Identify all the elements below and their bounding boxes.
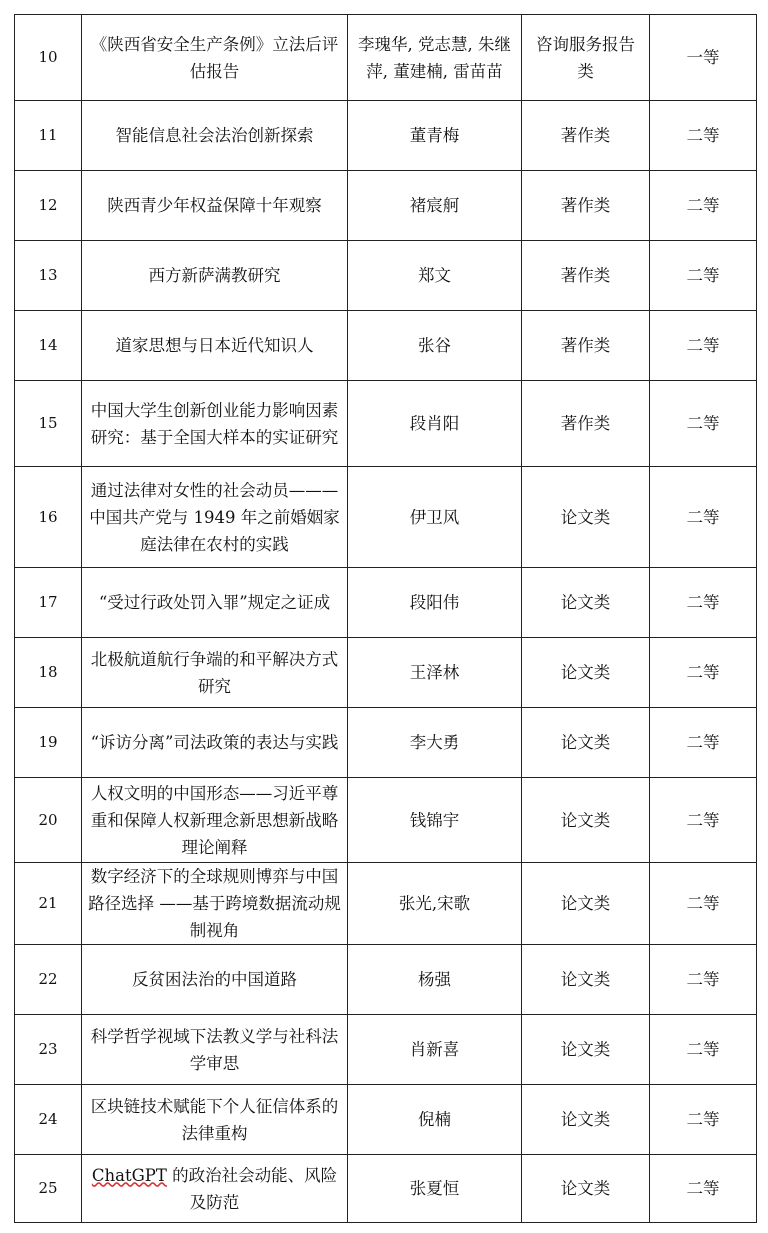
row-title: “受过行政处罚入罪”规定之证成 bbox=[82, 568, 348, 638]
row-number: 20 bbox=[15, 778, 82, 863]
row-number: 19 bbox=[15, 708, 82, 778]
row-number: 17 bbox=[15, 568, 82, 638]
row-category: 著作类 bbox=[522, 101, 650, 171]
row-title: 北极航道航行争端的和平解决方式研究 bbox=[82, 638, 348, 708]
title-rest: 的政治社会动能、风险及防范 bbox=[166, 1165, 338, 1212]
row-grade: 二等 bbox=[650, 311, 757, 381]
table-row bbox=[15, 101, 757, 171]
awards-table bbox=[14, 14, 757, 1223]
row-number: 22 bbox=[15, 945, 82, 1015]
table-row bbox=[15, 1015, 757, 1085]
row-grade: 二等 bbox=[650, 1015, 757, 1085]
row-number: 11 bbox=[15, 101, 82, 171]
table-row bbox=[15, 945, 757, 1015]
row-author: 董青梅 bbox=[348, 101, 522, 171]
row-number: 14 bbox=[15, 311, 82, 381]
row-grade: 二等 bbox=[650, 638, 757, 708]
row-category: 著作类 bbox=[522, 171, 650, 241]
row-title: “诉访分离”司法政策的表达与实践 bbox=[82, 708, 348, 778]
row-author: 倪楠 bbox=[348, 1085, 522, 1155]
row-grade: 二等 bbox=[650, 467, 757, 568]
row-author: 钱锦宇 bbox=[348, 778, 522, 863]
table-row bbox=[15, 241, 757, 311]
row-number: 12 bbox=[15, 171, 82, 241]
row-title: 通过法律对女性的社会动员———中国共产党与 1949 年之前婚姻家庭法律在农村的实践 bbox=[82, 467, 348, 568]
row-number: 25 bbox=[15, 1155, 82, 1223]
row-category: 论文类 bbox=[522, 863, 650, 945]
row-title: 区块链技术赋能下个人征信体系的法律重构 bbox=[82, 1085, 348, 1155]
row-author: 李大勇 bbox=[348, 708, 522, 778]
row-grade: 二等 bbox=[650, 241, 757, 311]
row-number: 23 bbox=[15, 1015, 82, 1085]
row-author: 段肖阳 bbox=[348, 381, 522, 467]
row-title: 反贫困法治的中国道路 bbox=[82, 945, 348, 1015]
row-author: 褚宸舸 bbox=[348, 171, 522, 241]
row-title: 科学哲学视域下法教义学与社科法学审思 bbox=[82, 1015, 348, 1085]
row-category: 著作类 bbox=[522, 241, 650, 311]
row-author: 张夏恒 bbox=[348, 1155, 522, 1223]
row-grade: 二等 bbox=[650, 381, 757, 467]
row-title: 数字经济下的全球规则博弈与中国路径选择 ——基于跨境数据流动规制视角 bbox=[82, 863, 348, 945]
row-title: 智能信息社会法治创新探索 bbox=[82, 101, 348, 171]
row-category: 论文类 bbox=[522, 1085, 650, 1155]
row-category: 著作类 bbox=[522, 311, 650, 381]
row-category: 论文类 bbox=[522, 467, 650, 568]
row-title: 陕西青少年权益保障十年观察 bbox=[82, 171, 348, 241]
row-category: 著作类 bbox=[522, 381, 650, 467]
row-category: 论文类 bbox=[522, 638, 650, 708]
row-author: 李瑰华, 党志慧, 朱继萍, 董建楠, 雷苗苗 bbox=[348, 15, 522, 101]
row-title: 人权文明的中国形态——习近平尊重和保障人权新理念新思想新战略理论阐释 bbox=[82, 778, 348, 863]
table-row bbox=[15, 708, 757, 778]
row-grade: 二等 bbox=[650, 778, 757, 863]
row-number: 21 bbox=[15, 863, 82, 945]
row-author: 张谷 bbox=[348, 311, 522, 381]
row-number: 18 bbox=[15, 638, 82, 708]
title-prefix: ChatGPT bbox=[91, 1165, 167, 1185]
row-grade: 二等 bbox=[650, 945, 757, 1015]
table-row bbox=[15, 311, 757, 381]
row-number: 10 bbox=[15, 15, 82, 101]
table-row bbox=[15, 467, 757, 568]
row-title: 中国大学生创新创业能力影响因素研究：基于全国大样本的实证研究 bbox=[82, 381, 348, 467]
row-category: 咨询服务报告类 bbox=[522, 15, 650, 101]
row-grade: 二等 bbox=[650, 1085, 757, 1155]
table-row bbox=[15, 638, 757, 708]
row-title: 《陕西省安全生产条例》立法后评估报告 bbox=[82, 15, 348, 101]
table-row bbox=[15, 863, 757, 945]
row-number: 16 bbox=[15, 467, 82, 568]
row-number: 15 bbox=[15, 381, 82, 467]
row-author: 郑文 bbox=[348, 241, 522, 311]
row-author: 肖新喜 bbox=[348, 1015, 522, 1085]
row-author: 段阳伟 bbox=[348, 568, 522, 638]
row-grade: 二等 bbox=[650, 171, 757, 241]
row-category: 论文类 bbox=[522, 708, 650, 778]
row-title: 道家思想与日本近代知识人 bbox=[82, 311, 348, 381]
row-grade: 二等 bbox=[650, 1155, 757, 1223]
row-author: 伊卫风 bbox=[348, 467, 522, 568]
row-grade: 二等 bbox=[650, 708, 757, 778]
table-row bbox=[15, 568, 757, 638]
row-title bbox=[82, 1155, 348, 1223]
row-title: 西方新萨满教研究 bbox=[82, 241, 348, 311]
table-row bbox=[15, 381, 757, 467]
row-grade: 一等 bbox=[650, 15, 757, 101]
row-grade: 二等 bbox=[650, 101, 757, 171]
table-row bbox=[15, 778, 757, 863]
row-category: 论文类 bbox=[522, 568, 650, 638]
table-row bbox=[15, 171, 757, 241]
row-category: 论文类 bbox=[522, 778, 650, 863]
row-number: 13 bbox=[15, 241, 82, 311]
row-grade: 二等 bbox=[650, 568, 757, 638]
table-row bbox=[15, 15, 757, 101]
row-author: 张光,宋歌 bbox=[348, 863, 522, 945]
table-row bbox=[15, 1155, 757, 1223]
row-number: 24 bbox=[15, 1085, 82, 1155]
row-category: 论文类 bbox=[522, 1015, 650, 1085]
row-category: 论文类 bbox=[522, 1155, 650, 1223]
table-row bbox=[15, 1085, 757, 1155]
row-author: 王泽林 bbox=[348, 638, 522, 708]
row-grade: 二等 bbox=[650, 863, 757, 945]
row-author: 杨强 bbox=[348, 945, 522, 1015]
row-category: 论文类 bbox=[522, 945, 650, 1015]
